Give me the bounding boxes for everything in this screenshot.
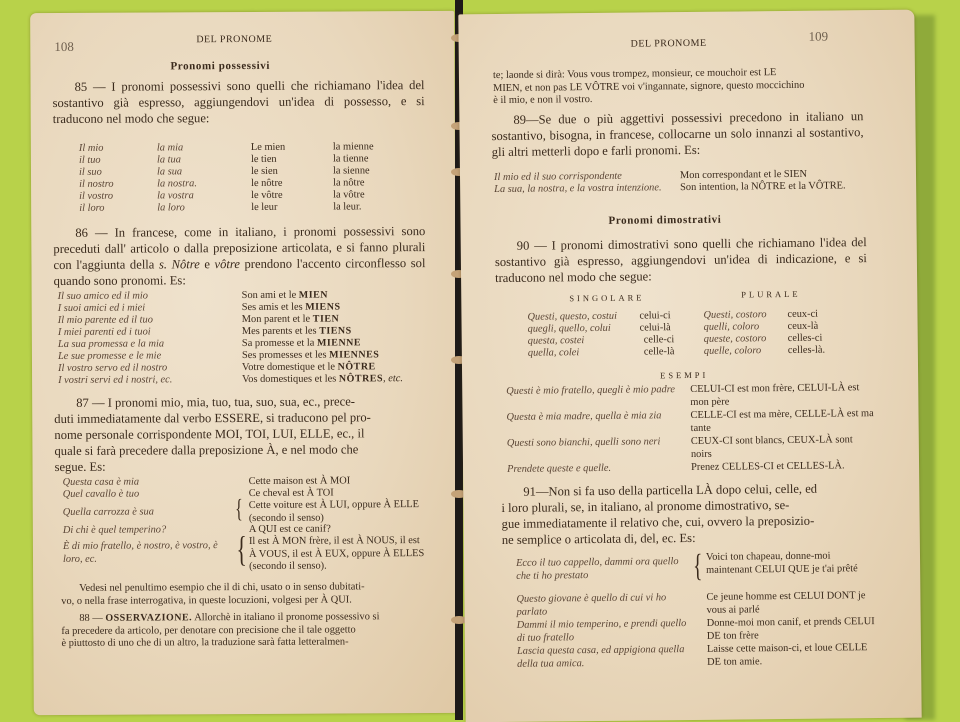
table-cell: la loro [157,202,185,214]
table-cell: la leur. [333,201,362,213]
table-cell: le sien [250,165,278,177]
paragraph-88: 88 — OSSERVAZIONE. Allorchè in italiano il pronome possessivo si fa precedere da articolo, per denotare con precisione che il tale oggetto è piuttosto di uno che di un altro, la traduzione sarà fatta letteralmen- [61,611,380,650]
table-cell: la vôtre [333,189,365,201]
table-cell: celles-ci [787,332,823,344]
example-italian: Questi sono bianchi, quelli sono neri [506,436,661,449]
example-italian: Di chi è quel temperino? [62,524,167,536]
example-french: Ce jeune homme est CELUI DONT je vous ai parlé [706,590,866,616]
table-cell: le tien [250,153,277,165]
running-head: DEL PRONOME [196,33,273,46]
example-italian: È di mio fratello, è nostro, è vostro, è loro, ec. [62,540,218,565]
table-cell: il tuo [78,154,101,166]
example-french: Voici ton chapeau, donne-moi maintenant CELUI QUE je t'ai prêté [705,550,858,576]
example-french: Donne-moi mon canif, et prends CELUI DE ton frère [706,616,875,642]
table-cell: Le mien [250,141,286,153]
example-italian: Prendete queste e quelle. [507,462,612,475]
example-italian: Il mio ed il suo corrispondente [493,170,622,184]
table-cell: queste, costoro [703,333,767,345]
example-french: CEUX-CI sont blancs, CEUX-LÀ sont noirs [690,434,853,460]
example-italian: La sua promessa e la mia [57,338,165,350]
example-italian: Questa è mia madre, quella è mia zia [506,410,662,423]
table-cell: il loro [79,202,105,214]
table-cell: la sua [156,166,183,178]
paragraph-90: 90 — I pronomi dimostrativi sono quelli che richiamano l'idea del sostantivo già espresso, aggiungendovi un'idea di indicazione, e si traducono nel modo che segue: [494,235,867,286]
section-title: Pronomi dimostrativi [608,213,722,227]
left-page [30,11,458,715]
table-cell: la sienne [332,165,370,177]
example-italian: Ecco il tuo cappello, dammi ora quello che ti ho prestato [515,556,679,582]
example-italian: Quella carrozza è sua [62,506,154,518]
example-italian: Questa casa è mia [62,476,140,488]
table-cell: ceux-là [787,320,819,332]
table-cell: quelli, coloro [703,321,760,333]
example-italian: Il mio parente ed il tuo [57,314,153,326]
example-french: Ce cheval est À TOI [248,487,334,499]
example-italian: I vostri servi ed i nostri, ec. [58,374,173,386]
example-italian: I miei parenti ed i tuoi [57,326,151,338]
table-cell: il vostro [79,190,114,202]
table-cell: celles-là. [787,344,826,356]
table-cell: Questi, questo, costui [527,310,618,323]
example-french: Son ami et le MIEN [241,289,329,302]
example-french: Mon parent et le TIEN [241,313,340,326]
table-cell: la mia [156,142,184,154]
example-french: Vos domestiques et les NÔTRES, etc. [242,373,403,386]
table-cell: la mienne [332,141,374,153]
brace-icon: { [236,528,247,570]
table-cell: celui-ci [639,310,671,322]
example-french: CELUI-CI est mon frère, CELUI-LÀ est mon père [690,382,860,408]
brace-icon: { [692,546,703,583]
table-cell: celle-ci [643,334,675,346]
page-number: 109 [808,28,829,44]
running-head: DEL PRONOME [630,37,707,50]
esempi-label: ESEMPI [660,369,709,381]
table-cell: quelle, coloro [703,345,762,357]
example-italian: Quel cavallo è tuo [62,488,140,500]
example-french: Votre domestique et le NÔTRE [241,361,376,374]
note: Vedesi nel penultimo esempio che il di chi, usato o in senso dubitati- vo, o nella frase interrogativa, in queste locuzioni, volgesi per À QUI. [61,581,365,607]
example-french: Mes parents et les TIENS [241,325,352,338]
example-italian: I suoi amici ed i miei [57,302,146,314]
continuation-text: te; laonde si dirà: Vous vous trompez, monsieur, ce mouchoir est LE MIEN, et non pas LE VÔTRE voi v'ingannate, signore, questo moccichino è il mio, e non il vostro. [492,67,805,107]
plurale-label: PLURALE [741,288,801,300]
table-cell: Questi, costoro [703,309,767,321]
table-cell: le nôtre [251,177,283,189]
table-cell: celle-là [643,346,675,358]
singolare-label: SINGOLARE [569,292,645,304]
table-cell: le leur [251,201,278,213]
brace-icon: { [235,494,243,524]
example-italian: Questo giovane è quello di cui vi ho parlato [516,592,667,618]
table-cell: le vôtre [251,189,283,201]
table-row: Il mio [78,142,104,154]
example-italian: Dammi il mio temperino, e prendi quello di tuo fratello [516,618,687,644]
table-cell: la nostra. [157,178,197,190]
example-french: Laisse cette maison-ci, et loue CELLE DE ton amie. [706,642,868,668]
table-cell: la vostra [157,190,194,202]
table-cell: il suo [78,166,102,178]
example-italian: Lascia questa casa, ed appigiona quella della tua amica. [516,644,685,670]
example-italian: Le sue promesse e le mie [57,350,162,362]
page-number: 108 [54,38,74,54]
paragraph-86: 86 — In francese, come in italiano, i pronomi possessivi sono preceduti dall' articolo o dalla preposizione articolata, e si fanno plurali con l'aggiunta della s. Nôtre e vôtre prendono l'accento circonflesso sol quando sono pronomi. Es: [53,224,426,288]
example-italian: Il suo amico ed il mio [57,290,149,302]
right-page [458,10,921,722]
example-french: Mon correspondant et le SIEN [679,168,808,182]
example-french: Ses amis et les MIENS [241,301,341,314]
example-french: A QUI est ce canif? [248,523,331,535]
paragraph-85: 85 — I pronomi possessivi sono quelli che richiamano l'idea del sostantivo già espresso, aggiungendovi un'idea di possesso, e si traducono nel modo che segue: [52,78,425,126]
section-title: Pronomi possessivi [170,59,271,73]
example-french: Sa promesse et la MIENNE [241,337,362,350]
table-cell: la nôtre [333,177,365,189]
table-cell: il nostro [79,178,114,190]
example-french: Cette voiture est À LUI, oppure À ELLE (secondo il senso) [248,499,420,524]
paragraph-87: 87 — I pronomi mio, mia, tuo, tua, suo, sua, ec., prece- duti immediatamente dal verbo ESSERE, si traducono pel pro- nome personale corrispondente MOI, TOI, LUI, ELLE, ec., il quale si farà precedere dalla preposizione À, e nel modo che segue. Es: [54,394,371,474]
example-italian: Il vostro servo ed il nostro [57,362,168,374]
table-cell: quegli, quello, colui [527,322,611,335]
table-cell: questa, costei [527,335,585,347]
example-french: CELLE-CI est ma mère, CELLE-LÀ est ma tante [690,408,874,434]
example-italian: La sua, la nostra, e la vostra intenzione. [494,182,662,196]
example-italian: Questi è mio fratello, quegli è mio padre [506,384,676,397]
paragraph-89: 89—Se due o più aggettivi possessivi precedono in italiano un sostantivo, bisogna, in francese, collocarne un solo innanzi al sostantivo, gli altri metterli dopo e farli pronomi. Es: [491,109,864,160]
table-cell: la tienne [332,153,369,165]
example-french: Ses promesses et les MIENNES [241,349,380,362]
example-french: Son intention, la NÔTRE et la VÔTRE. [680,180,846,194]
paragraph-91: 91—Non si fa uso della particella LÀ dopo celui, celle, ed i loro plurali, se, in italiano, al pronome dimostrativo, se- gue immediatamente il relativo che, cui, ovvero la preposizio- ne semplice o articolata di, del, ec. Es: [501,481,818,547]
table-cell: la tua [156,154,181,166]
table-cell: ceux-ci [787,308,819,320]
example-french: Il est À MON frère, il est À NOUS, il est À VOUS, il est À EUX, oppure À ELLES (secondo il senso). [248,535,425,573]
example-french: Prenez CELLES-CI et CELLES-LÀ. [691,460,845,473]
example-french: Cette maison est À MOI [248,475,351,487]
table-cell: celui-là [639,322,671,334]
table-cell: quella, colei [527,347,580,359]
